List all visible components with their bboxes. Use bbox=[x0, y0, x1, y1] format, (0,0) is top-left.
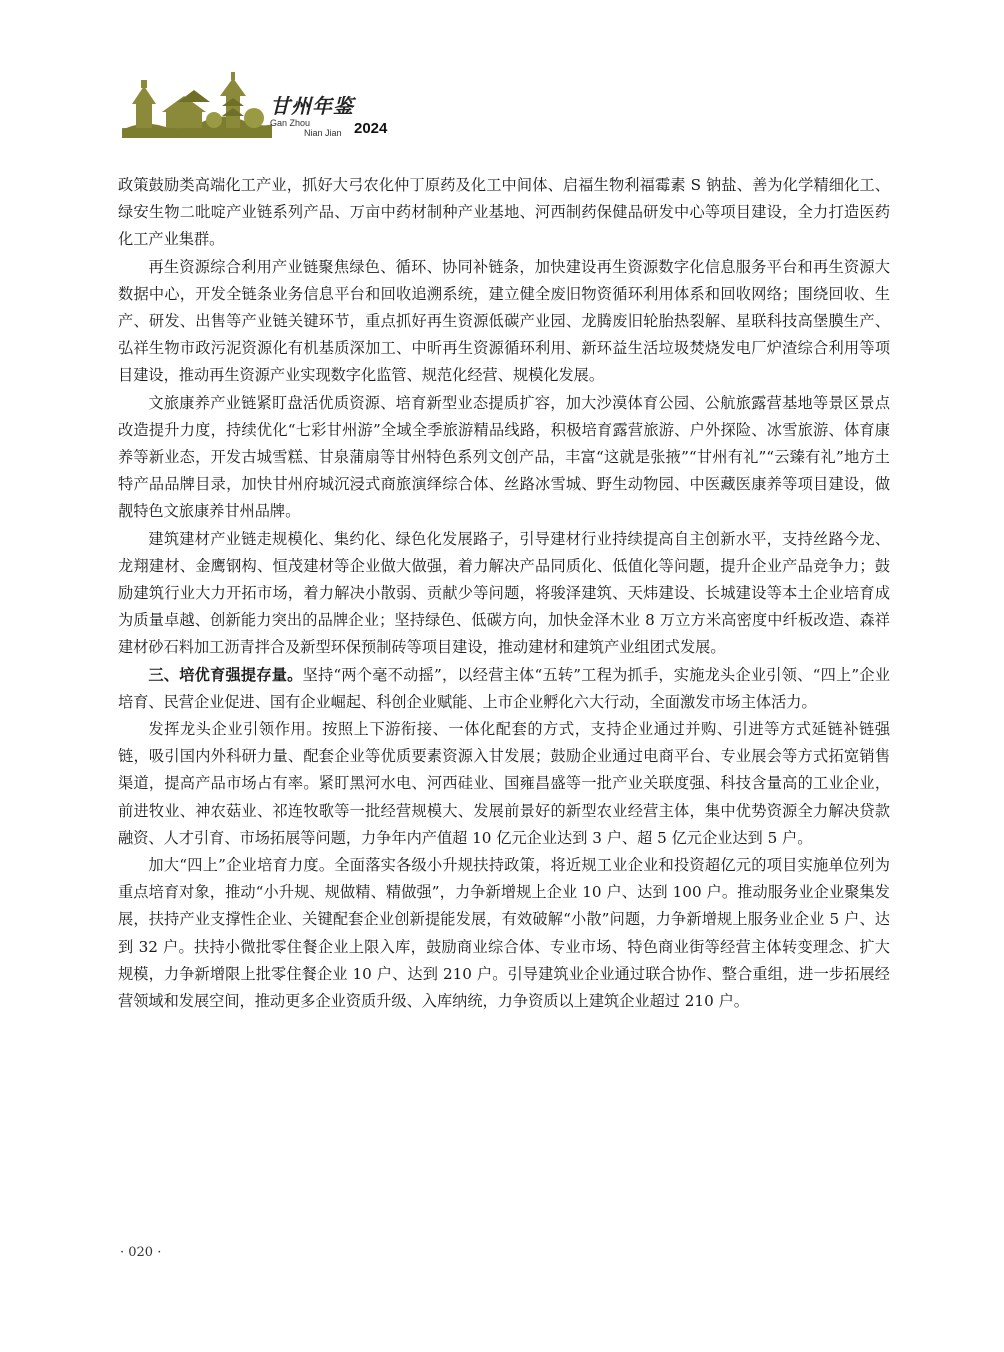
pagoda-landscape-logo bbox=[122, 72, 272, 138]
paragraph-6: 发挥龙头企业引领作用。按照上下游衔接、一体化配套的方式，支持企业通过并购、引进等方式延链补链强链，吸引国内外科研力量、配套企业等优质要素资源入甘发展；鼓励企业通过电商平台、专业展会等方式拓宽销售渠道，提高产品市场占有率。紧盯黑河水电、河西硅业、国雍昌盛等一批产业关联度强、科技含量高的工业企业，前进牧业、神农菇业、祁连牧歌等一批经营规模大、发展前景好的新型农业经营主体，集中优势资源全力解决贷款融资、人才引育、市场拓展等问题，力争年内产值超 10 亿元企业达到 3 户、超 5 亿元企业达到 5 户。 bbox=[118, 720, 890, 847]
running-header bbox=[122, 72, 442, 142]
paragraph-7: 加大“四上”企业培育力度。全面落实各级小升规扶持政策，将近规工业企业和投资超亿元的项目实施单位列为重点培育对象，推动“小升规、规做精、精做强”，力争新增规上企业 10 户、达到 100 户。推动服务业企业聚集发展，扶持产业支撑性企业、关键配套企业创新提能发展，有效破解“小散”问题，力争新增规上服务业企业 5 户、达到 32 户。扶持小微批零住餐企业上限入库，鼓励商业综合体、专业市场、特色商业街等经营主体转变理念、扩大规模，力争新增限上批零住餐企业 10 户、达到 210 户。引导建筑业企业通过联合协作、整合重组，进一步拓展经营领域和发展空间，推动更多企业资质升级、入库纳统，力争资质以上建筑企业超过 210 户。 bbox=[118, 856, 890, 1011]
header-year: 2024 bbox=[354, 120, 388, 137]
paragraph-5-text: 坚持“两个毫不动摇”，以经营主体“五转”工程为抓手，实施龙头企业引领、“四上”企业培育、民营企业促进、国有企业崛起、科创企业赋能、上市企业孵化六大行动，全面激发市场主体活力。 bbox=[118, 665, 891, 711]
body-text bbox=[118, 172, 890, 1015]
header-pinyin-gan-zhou: Gan Zhou bbox=[270, 118, 311, 128]
paragraph-5 bbox=[118, 662, 890, 716]
paragraph-1: 政策鼓励类高端化工产业，抓好大弓农化仲丁原药及化工中间体、启福生物利福霉素 S 钠盐、善为化学精细化工、绿安生物二吡啶产业链系列产品、万亩中药材制种产业基地、河西制药保健品研发中心等项目建设，全力打造医药化工产业集群。 bbox=[118, 176, 890, 249]
page-number: · 020 · bbox=[120, 1245, 162, 1260]
yearbook-title: 甘州年鉴 bbox=[270, 94, 354, 118]
header-pinyin-nian-jian: Nian Jian bbox=[304, 128, 342, 138]
paragraph-2: 再生资源综合利用产业链聚焦绿色、循环、协同补链条，加快建设再生资源数字化信息服务平台和再生资源大数据中心，开发全链条业务信息平台和回收追溯系统，建立健全废旧物资循环利用体系和回收网络；围绕回收、生产、研发、出售等产业链关键环节，重点抓好再生资源低碳产业园、龙腾废旧轮胎热裂解、星联科技高堡膜生产、弘祥生物市政污泥资源化有机基质深加工、中昕再生资源循环利用、新环益生活垃圾焚烧发电厂炉渣综合利用等项目建设，推动再生资源产业实现数字化监管、规范化经营、规模化发展。 bbox=[118, 257, 890, 385]
section-heading: 三、培优育强提存量。 bbox=[148, 665, 303, 684]
paragraph-4: 建筑建材产业链走规模化、集约化、绿色化发展路子，引导建材行业持续提高自主创新水平，支持丝路今龙、龙翔建材、金鹰钢构、恒茂建材等企业做大做强，着力解决产品同质化、低值化等问题，提升企业产品竞争力；鼓励建筑行业大力开拓市场，着力解决小散弱、贡献少等问题，将骏泽建筑、天炜建设、长城建设等本土企业培育成为质量卓越、创新能力突出的品牌企业；坚持绿色、低碳方向，加快金泽木业 8 万立方米高密度中纤板改造、森祥建材砂石料加工沥青拌合及新型环保预制砖等项目建设，推动建材和建筑产业组团式发展。 bbox=[118, 529, 890, 657]
paragraph-3: 文旅康养产业链紧盯盘活优质资源、培育新型业态提质扩容，加大沙漠体育公园、公航旅露营基地等景区景点改造提升力度，持续优化“七彩甘州游”全域全季旅游精品线路，积极培育露营旅游、户外探险、冰雪旅游、体育康养等新业态，开发古城雪糕、甘泉蒲扇等甘州特色系列文创产品，丰富“这就是张掖”“甘州有礼”“云臻有礼”地方土特产品品牌目录，加快甘州府城沉浸式商旅演绎综合体、丝路冰雪城、野生动物园、中医藏医康养等项目建设，做靓特色文旅康养甘州品牌。 bbox=[118, 393, 890, 521]
